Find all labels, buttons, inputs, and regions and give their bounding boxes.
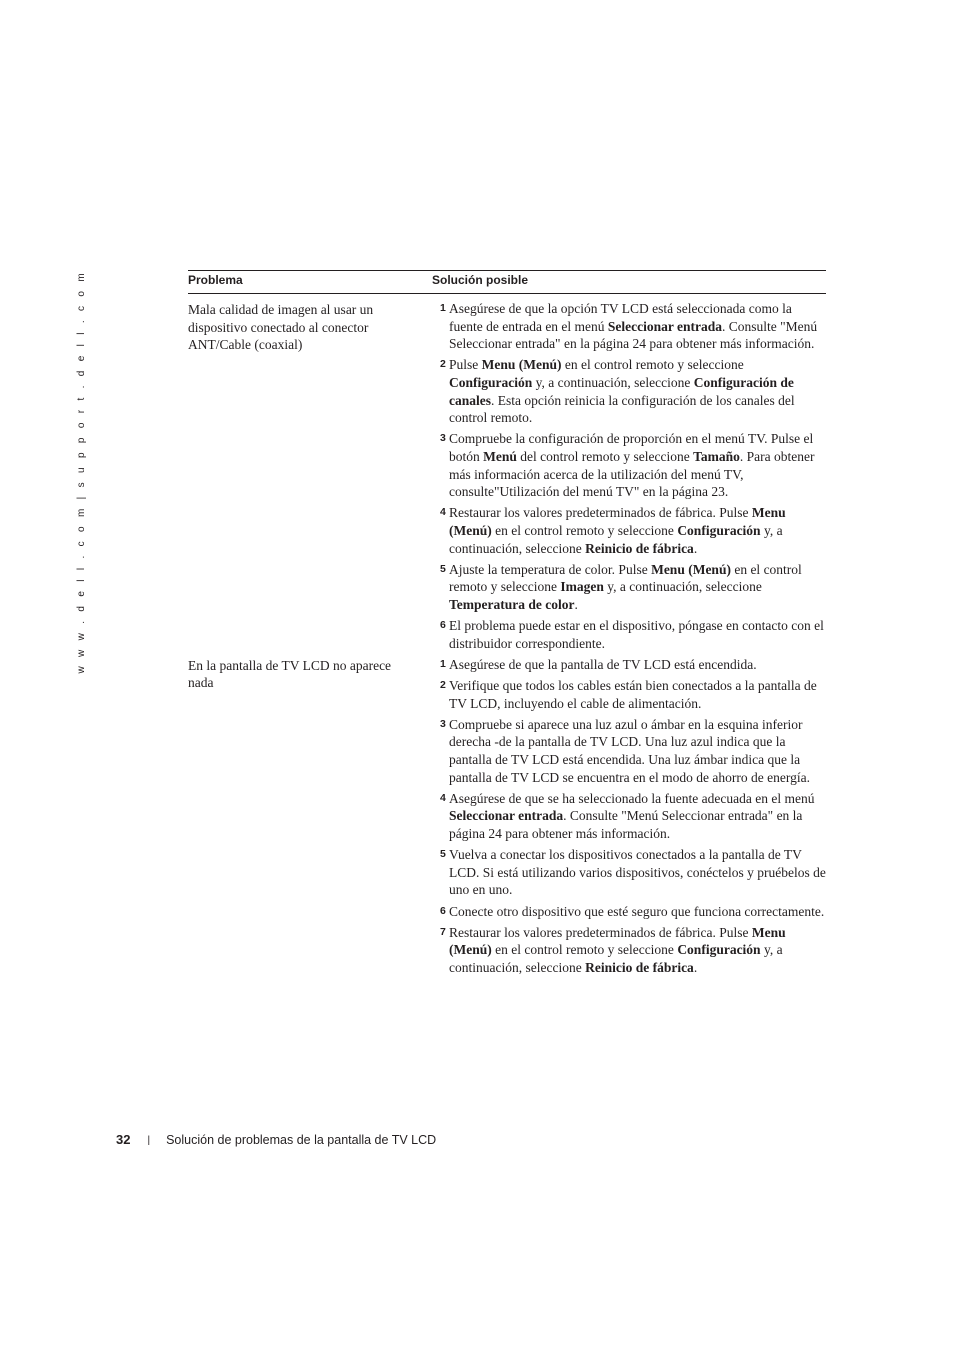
- solution-step: [432, 846, 826, 899]
- solution-step: [432, 504, 826, 557]
- solution-step: [432, 790, 826, 843]
- step-text: en el control remoto y seleccione: [491, 942, 678, 958]
- step-text: y, a continuación, seleccione: [449, 522, 783, 556]
- step-number: 3: [440, 717, 446, 730]
- step-text: del control remoto y seleccione: [516, 448, 694, 464]
- footer-separator: |: [147, 1135, 151, 1146]
- table-header: [188, 270, 826, 294]
- page-number: 32: [116, 1132, 131, 1147]
- step-number: 2: [440, 679, 446, 692]
- step-emphasis: Menu (Menú): [449, 924, 786, 958]
- solution-step: [432, 716, 826, 786]
- step-emphasis: Menú: [483, 448, 517, 464]
- problem-cell: Mala calidad de imagen al usar un dispositivo conectado al conector ANT/Cable (coaxial): [188, 302, 374, 352]
- solution-cell: [432, 300, 826, 656]
- step-text: y, a continuación, seleccione: [603, 579, 762, 595]
- solution-step: [432, 300, 826, 353]
- solution-step: [432, 903, 826, 921]
- step-text: en el control remoto y seleccione: [491, 522, 678, 538]
- table-row: [188, 294, 826, 656]
- step-emphasis: Temperatura de color: [449, 596, 575, 612]
- troubleshooting-table: [188, 270, 826, 980]
- side-url: w w w . d e l l . c o m | s u p p o r t . d e l l . c o m: [76, 270, 87, 674]
- solution-step: [432, 924, 826, 977]
- step-text: Restaurar los valores predeterminados de fábrica. Pulse: [449, 924, 752, 940]
- step-text: .: [693, 540, 698, 556]
- step-number: 6: [440, 904, 446, 917]
- problem-cell: En la pantalla de TV LCD no aparece nada: [188, 657, 392, 691]
- step-text: Restaurar los valores predeterminados de fábrica. Pulse: [449, 505, 752, 521]
- step-emphasis: Reinicio de fábrica: [585, 959, 694, 975]
- solution-step: [432, 677, 826, 712]
- step-text: . Esta opción reinicia la configuración de los canales del control remoto.: [449, 392, 795, 426]
- step-text: . Consulte "Menú Seleccionar entrada" en la página 24 para obtener más información.: [449, 318, 818, 352]
- header-problem: Problema: [188, 273, 243, 287]
- step-number: 1: [440, 657, 446, 670]
- page-footer: [116, 1132, 436, 1147]
- step-emphasis: Menu (Menú): [449, 505, 786, 538]
- step-emphasis: Reinicio de fábrica: [585, 540, 694, 556]
- step-emphasis: Menu (Menú): [651, 561, 731, 577]
- step-number: 3: [440, 432, 446, 445]
- step-text: Asegúrese de que se ha seleccionado la fuente adecuada en el menú: [449, 790, 815, 806]
- step-text: Asegúrese de que la opción TV LCD está seleccionada como la fuente de entrada en el menú: [449, 301, 792, 334]
- step-emphasis: Menu (Menú): [481, 357, 562, 373]
- step-number: 5: [440, 848, 446, 861]
- step-text: y, a continuación, seleccione: [532, 374, 694, 390]
- step-text: Compruebe si aparece una luz azul o ámbar en la esquina inferior derecha -de la pantalla de TV LCD. Una luz azul indica que la pantalla de TV LCD está encendida. Una luz ámbar indica que la pantalla de TV LCD se encuentra en el modo de ahorro de energía.: [449, 716, 810, 785]
- solution-step: [432, 617, 826, 652]
- step-emphasis: Seleccionar entrada: [449, 808, 564, 824]
- step-number: 4: [440, 506, 446, 519]
- solution-step: [432, 430, 826, 500]
- solution-step: [432, 656, 826, 674]
- section-title: Solución de problemas de la pantalla de TV LCD: [166, 1133, 437, 1147]
- step-emphasis: Configuración: [449, 374, 533, 390]
- step-emphasis: Configuración: [677, 942, 761, 958]
- solution-step: [432, 561, 826, 614]
- step-emphasis: Configuración: [677, 522, 761, 538]
- step-number: 1: [440, 302, 446, 314]
- step-number: 6: [440, 619, 446, 632]
- step-text: en el control remoto y seleccione: [449, 561, 802, 595]
- step-text: Conecte otro dispositivo que esté seguro que funciona correctamente.: [449, 903, 825, 919]
- step-number: 2: [440, 358, 446, 371]
- header-solution: Solución posible: [432, 273, 529, 287]
- step-text: Asegúrese de que la pantalla de TV LCD está encendida.: [449, 656, 757, 672]
- step-text: .: [693, 959, 698, 975]
- solution-cell: [432, 656, 826, 980]
- step-text: Verifique que todos los cables están bien conectados a la pantalla de TV LCD, incluyendo el cable de alimentación.: [449, 678, 817, 711]
- step-text: Compruebe la configuración de proporción en el menú TV. Pulse el botón: [449, 431, 814, 464]
- step-number: 5: [440, 562, 446, 575]
- step-text: . Consulte "Menú Seleccionar entrada" en la página 24 para obtener más información.: [449, 808, 803, 841]
- step-text: El problema puede estar en el dispositivo, póngase en contacto con el distribuidor correspondiente.: [449, 618, 824, 651]
- step-number: 7: [440, 925, 446, 938]
- step-number: 4: [440, 791, 446, 804]
- step-text: Vuelva a conectar los dispositivos conectados a la pantalla de TV LCD. Si está utilizando varios dispositivos, conéctelos y pruébelos de uno en uno.: [449, 847, 826, 898]
- step-text: Pulse: [449, 357, 482, 373]
- step-text: en el control remoto y seleccione: [561, 357, 744, 373]
- step-emphasis: Seleccionar entrada: [607, 318, 723, 334]
- table-body: [188, 294, 826, 980]
- solution-step: [432, 356, 826, 426]
- step-emphasis: Imagen: [560, 579, 604, 595]
- step-text: .: [574, 596, 578, 612]
- table-row: [188, 656, 826, 980]
- step-emphasis: Configuración de canales: [449, 374, 794, 408]
- step-text: Ajuste la temperatura de color. Pulse: [449, 561, 652, 577]
- step-emphasis: Tamaño: [693, 448, 740, 464]
- step-text: . Para obtener más información acerca de la utilización del menú TV, consulte"Utilización del menú TV" en la página 23.: [449, 448, 815, 500]
- step-text: y, a continuación, seleccione: [449, 942, 783, 975]
